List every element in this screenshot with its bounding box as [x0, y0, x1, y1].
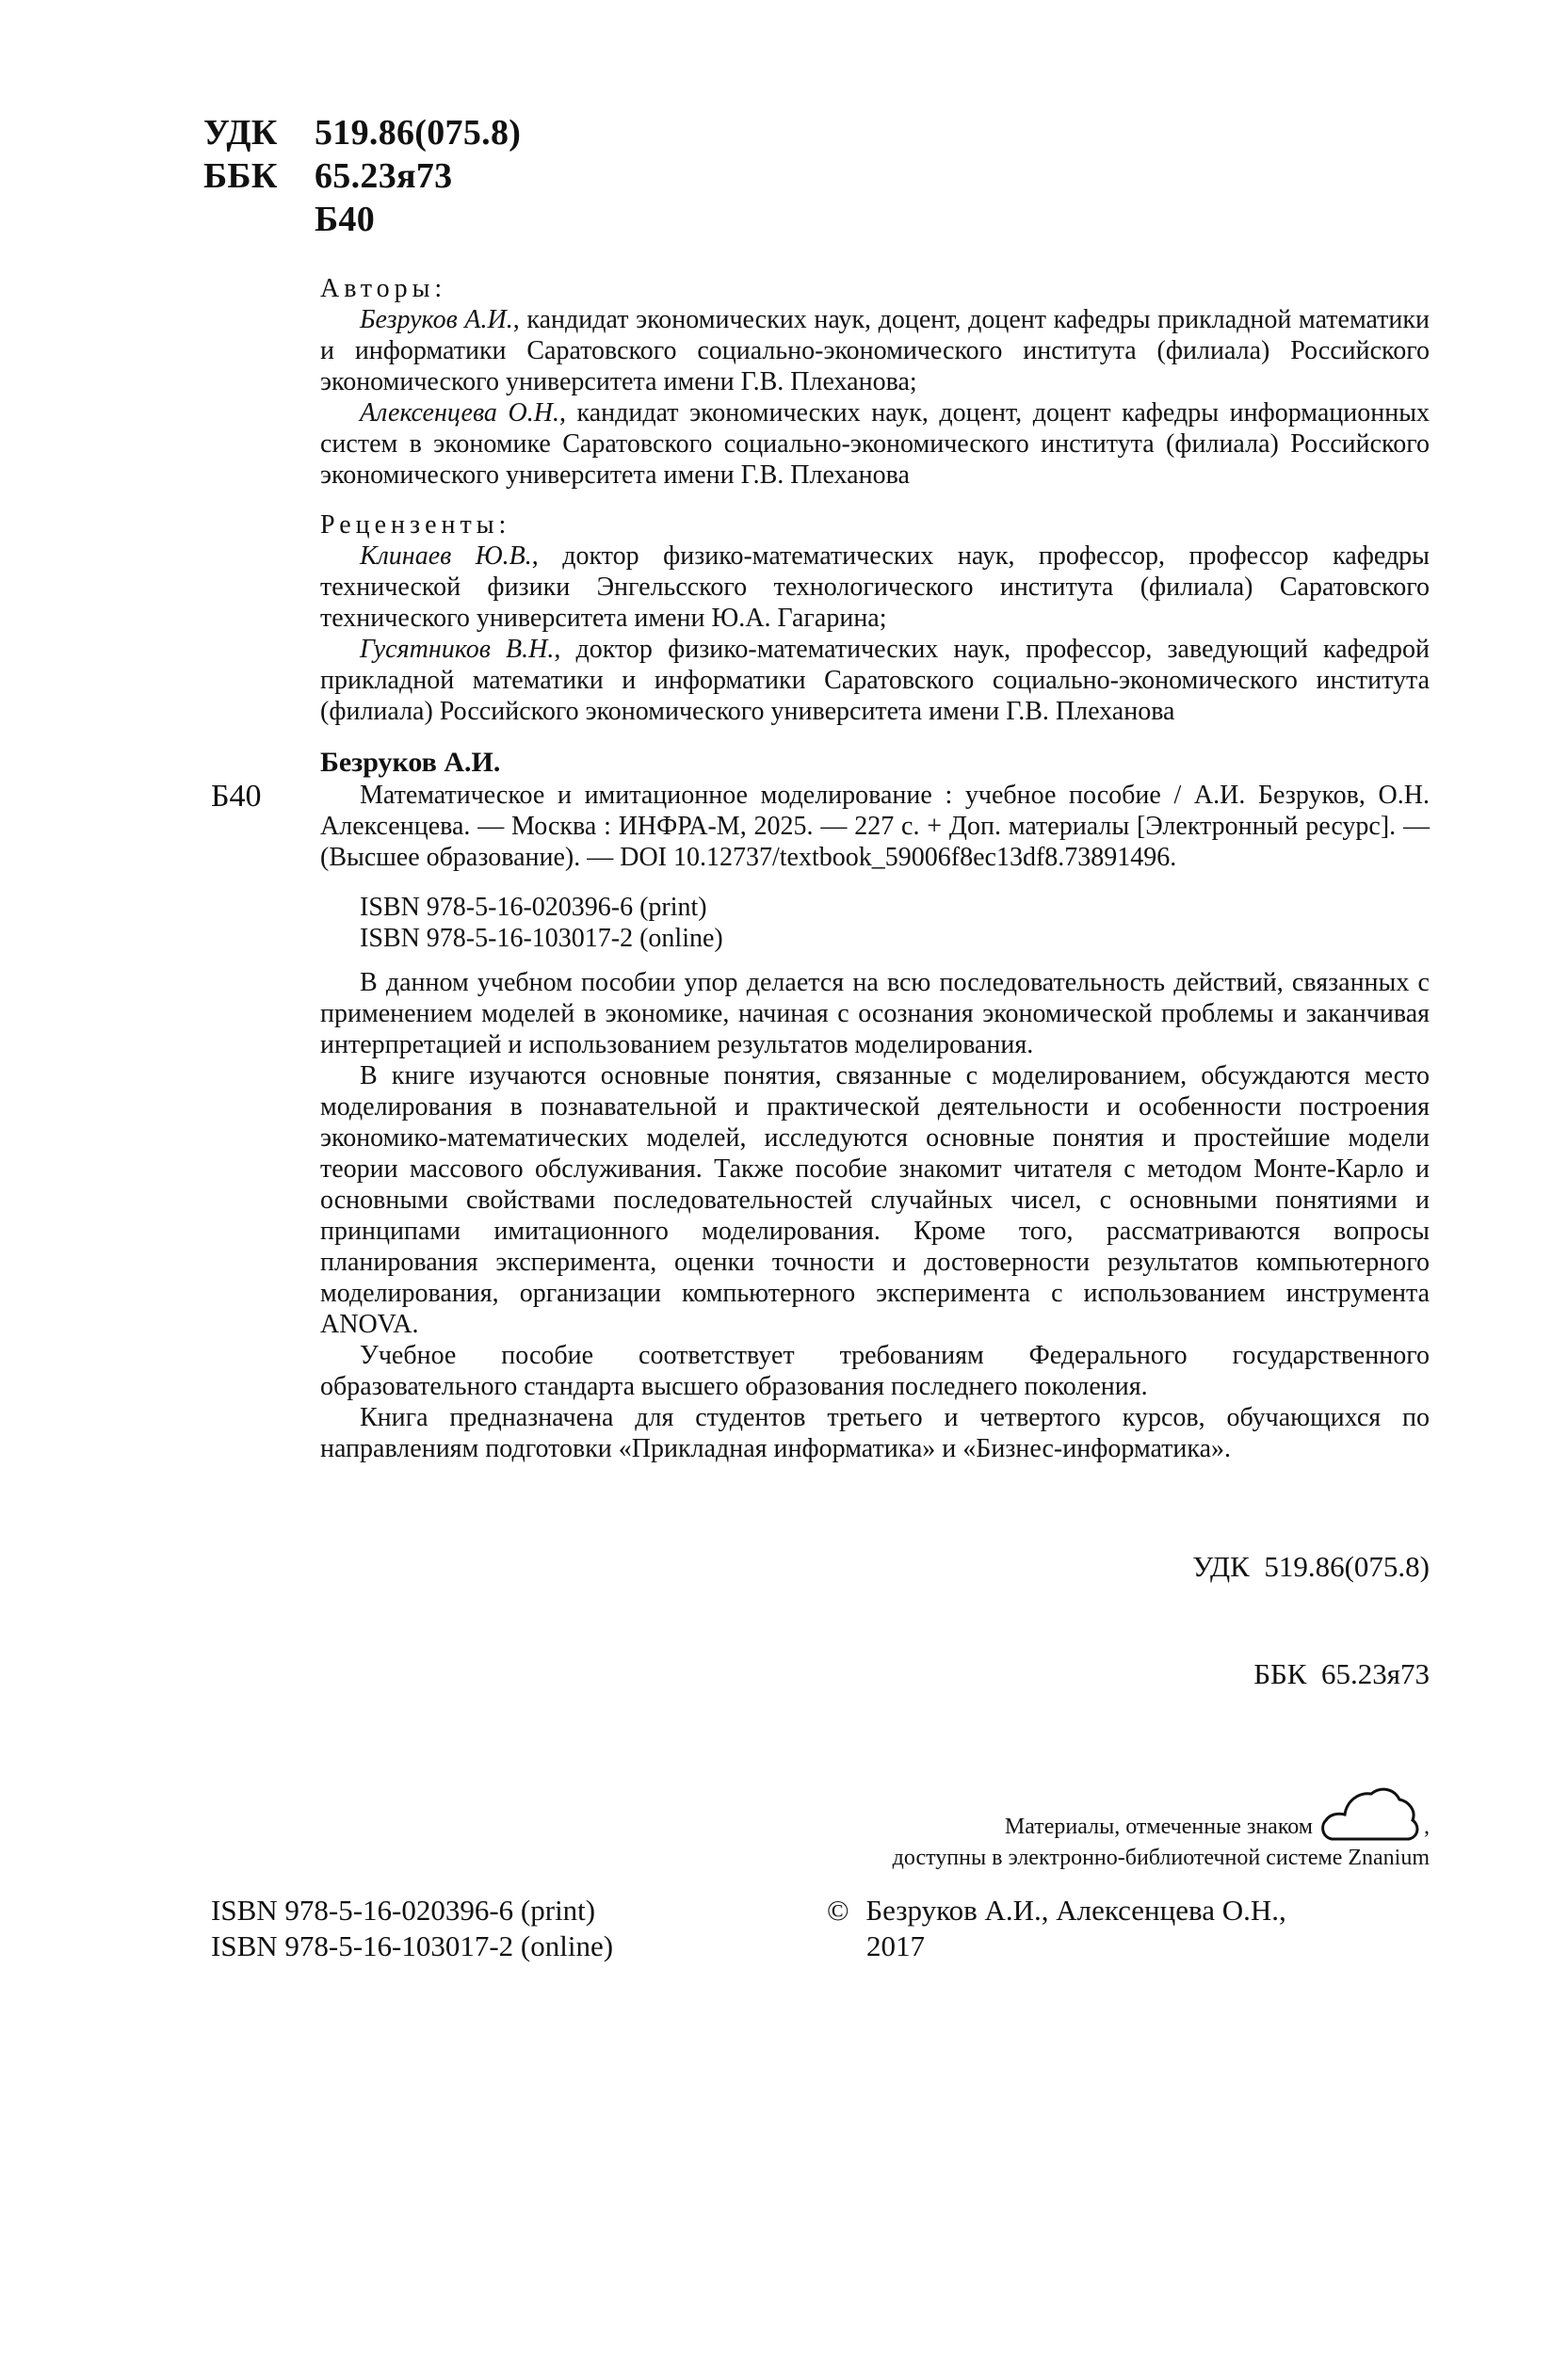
author-desc: , кандидат экономических наук, доцент, доцент кафедры прикладной математики и информатики Саратовского социально-экономического института (филиала) Российского экономического университета имени Г.В. Плеханова;	[320, 305, 1430, 396]
reviewer-desc: , доктор физико-математических наук, профессор, заведующий кафедрой прикладной математики и информатики Саратовского социально-экономического института (филиала) Российского экономического университета имени Г.В. Плеханова	[320, 635, 1430, 726]
copyright-year: 2017	[866, 1929, 925, 1962]
znanium-note	[320, 1783, 1430, 1874]
footer-bbk: ББК 65.23я73	[1253, 1657, 1430, 1690]
copyright-symbol: ©	[827, 1894, 849, 1927]
reviewer-name: Гусятников В.Н.	[360, 635, 555, 664]
bibliographic-record	[211, 779, 1430, 873]
copyright-block	[827, 1893, 1286, 1964]
bbk-line	[203, 154, 521, 198]
abstract	[320, 967, 1430, 1464]
catalog-header	[203, 111, 521, 241]
abstract-paragraph: В данном учебном пособии упор делается на всю последовательность действий, связанных с применением моделей в экономике, начиная с осознания экономической проблемы и заканчивая интерпретацией и использованием результатов моделирования.	[320, 968, 1430, 1059]
abstract-paragraph: Книга предназначена для студентов третьего и четвертого курсов, обучающихся по направлениям подготовки «Прикладная информатика» и «Бизнес-информатика».	[320, 1403, 1430, 1463]
reviewers-heading: Рецензенты:	[320, 510, 511, 540]
isbn-block	[320, 892, 1430, 954]
znanium-text-1: Материалы, отмеченные знаком	[1004, 1815, 1313, 1839]
isbn-print: ISBN 978-5-16-020396-6 (print)	[360, 893, 707, 922]
reviewer-entry	[320, 634, 1430, 727]
cloud-icon	[1318, 1783, 1424, 1843]
znanium-comma: ,	[1424, 1815, 1430, 1839]
footer-codes	[320, 1477, 1430, 1764]
udk-line	[203, 111, 521, 154]
abstract-paragraph: В книге изучаются основные понятия, связанные с моделированием, обсуждаются место моделирования в познавательной и практической деятельности и особенности построения экономико-математических моделей, исследуются основные понятия и простейшие модели теории массового обслуживания. Также пособие знакомит читателя с методом Монте-Карло и основными свойствами последовательностей случайных чисел, с основными понятиями и принципами имитационного моделирования. Кроме того, рассматриваются вопросы планирования эксперимента, оценки точности и достоверности результатов компьютерного моделирования, организации компьютерного эксперимента с использованием инструмента ANOVA.	[320, 1061, 1430, 1339]
main-author: Безруков А.И.	[320, 747, 501, 778]
reviewer-desc: , доктор физико-математических наук, профессор, профессор кафедры технической физики Энгельсского технологического института (филиала) Саратовского технического университета имени Ю.А. Гагарина;	[320, 541, 1430, 633]
bottom-isbn	[211, 1893, 827, 1964]
bibliography-mark: Б40	[211, 779, 262, 814]
bbk-value: 65.23я73	[315, 156, 453, 196]
author-entry	[320, 397, 1430, 491]
isbn-online: ISBN 978-5-16-103017-2 (online)	[360, 924, 723, 953]
znanium-text-2: доступны в электронно-библиотечной системе Znanium	[892, 1846, 1430, 1870]
author-mark-line	[203, 198, 521, 241]
reviewers-section	[320, 509, 1430, 727]
footer-udk: УДК 519.86(075.8)	[1192, 1550, 1430, 1583]
udk-value: 519.86(075.8)	[315, 113, 522, 153]
author-name: Безруков А.И.	[360, 305, 513, 334]
authors-section	[320, 273, 1430, 491]
bottom-isbn-print: ISBN 978-5-16-020396-6 (print)	[211, 1894, 596, 1927]
znanium-line-1	[320, 1783, 1430, 1843]
bottom-row	[211, 1893, 1430, 1964]
author-entry	[320, 304, 1430, 397]
abstract-paragraph: Учебное пособие соответствует требованиям Федерального государственного образовательного стандарта высшего образования последнего поколения.	[320, 1341, 1430, 1401]
authors-heading: Авторы:	[320, 274, 447, 303]
bottom-isbn-online: ISBN 978-5-16-103017-2 (online)	[211, 1929, 614, 1962]
content-column	[211, 273, 1431, 1964]
record-text: Математическое и имитационное моделирование : учебное пособие / А.И. Безруков, О.Н. Алексенцева. — Москва : ИНФРА-М, 2025. — 227 с. + Доп. материалы [Электронный ресурс]. — (Высшее образование). — DOI 10.12737/textbook_59006f8ec13df8.73891496.	[320, 781, 1430, 872]
bbk-label: ББК	[203, 156, 278, 196]
copyright-holders: Безруков А.И., Алексенцева О.Н.,	[865, 1894, 1286, 1927]
author-mark: Б40	[315, 200, 376, 239]
author-name: Алексенцева О.Н.	[360, 398, 559, 428]
reviewer-entry	[320, 541, 1430, 634]
author-desc: , кандидат экономических наук, доцент, доцент кафедры информационных систем в экономике Саратовского социально-экономического института (филиала) Российского экономического университета имени Г.В. Плеханова	[320, 398, 1431, 490]
reviewer-name: Клинаев Ю.В.	[360, 541, 532, 571]
udk-label: УДК	[203, 113, 278, 153]
